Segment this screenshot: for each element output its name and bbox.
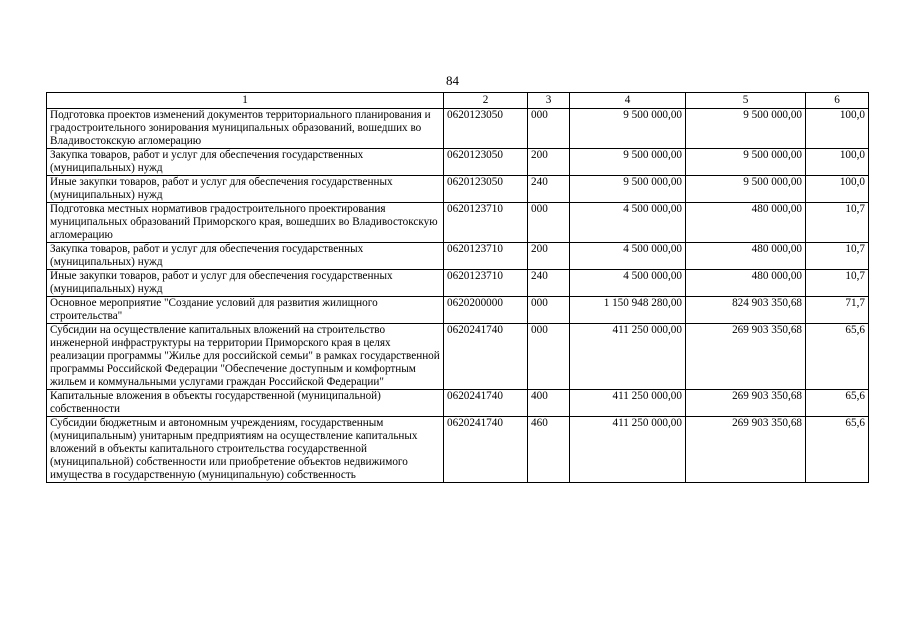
row-group: 000: [528, 203, 570, 243]
row-group: 460: [528, 417, 570, 483]
column-header-3: 3: [528, 93, 570, 109]
row-percent: 10,7: [806, 203, 869, 243]
row-group: 240: [528, 176, 570, 203]
row-name: Основное мероприятие "Создание условий для развития жилищного строительства": [47, 297, 444, 324]
page-number: 84: [446, 73, 459, 88]
column-header-5: 5: [686, 93, 806, 109]
column-header-6: 6: [806, 93, 869, 109]
table-row: [47, 417, 869, 483]
row-name: Капитальные вложения в объекты государственной (муниципальной) собственности: [47, 390, 444, 417]
row-code: 0620123050: [444, 176, 528, 203]
row-name: Субсидии на осуществление капитальных вложений на строительство инженерной инфраструктуры на территории Приморского края в целях реализации программы "Жилье для российской семьи" в рамках государственной программы Российской Федерации "Обеспечение доступным и комфортным жильем и коммунальными услугами граждан Российской Федерации": [47, 324, 444, 390]
row-code: 0620123050: [444, 149, 528, 176]
row-fact: 9 500 000,00: [686, 109, 806, 149]
table-row: [47, 297, 869, 324]
column-header-1: 1: [47, 93, 444, 109]
row-plan: 4 500 000,00: [570, 270, 686, 297]
row-percent: 100,0: [806, 109, 869, 149]
row-group: 200: [528, 243, 570, 270]
row-group: 200: [528, 149, 570, 176]
row-group: 400: [528, 390, 570, 417]
row-code: 0620123050: [444, 109, 528, 149]
row-fact: 480 000,00: [686, 243, 806, 270]
table-row: [47, 203, 869, 243]
row-name: Иные закупки товаров, работ и услуг для обеспечения государственных (муниципальных) нужд: [47, 176, 444, 203]
row-code: 0620200000: [444, 297, 528, 324]
row-code: 0620123710: [444, 270, 528, 297]
column-header-2: 2: [444, 93, 528, 109]
row-fact: 824 903 350,68: [686, 297, 806, 324]
row-percent: 65,6: [806, 324, 869, 390]
row-name: Закупка товаров, работ и услуг для обеспечения государственных (муниципальных) нужд: [47, 149, 444, 176]
table-row: [47, 176, 869, 203]
table-header-row: [47, 93, 869, 109]
row-code: 0620241740: [444, 324, 528, 390]
row-plan: 9 500 000,00: [570, 109, 686, 149]
row-name: Закупка товаров, работ и услуг для обеспечения государственных (муниципальных) нужд: [47, 243, 444, 270]
row-fact: 480 000,00: [686, 270, 806, 297]
row-code: 0620241740: [444, 390, 528, 417]
row-percent: 10,7: [806, 243, 869, 270]
row-name: Субсидии бюджетным и автономным учреждениям, государственным (муниципальным) унитарным предприятиям на осуществление капитальных вложений в объекты капитального строительства государственной (муниципальной) собственности или приобретение объектов недвижимого имущества в государственную (муниципальную) собственность: [47, 417, 444, 483]
row-fact: 9 500 000,00: [686, 176, 806, 203]
row-group: 000: [528, 324, 570, 390]
row-fact: 480 000,00: [686, 203, 806, 243]
row-fact: 269 903 350,68: [686, 324, 806, 390]
table-row: [47, 324, 869, 390]
row-plan: 411 250 000,00: [570, 417, 686, 483]
row-name: Подготовка проектов изменений документов территориального планирования и градостроительного зонирования муниципальных образований, вошедших во Владивостокскую агломерацию: [47, 109, 444, 149]
row-plan: 9 500 000,00: [570, 149, 686, 176]
row-percent: 65,6: [806, 417, 869, 483]
row-plan: 4 500 000,00: [570, 203, 686, 243]
row-percent: 10,7: [806, 270, 869, 297]
row-fact: 269 903 350,68: [686, 390, 806, 417]
row-code: 0620241740: [444, 417, 528, 483]
row-percent: 71,7: [806, 297, 869, 324]
row-code: 0620123710: [444, 243, 528, 270]
table-row: [47, 149, 869, 176]
row-name: Подготовка местных нормативов градостроительного проектирования муниципальных образований Приморского края, вошедших во Владивостокскую агломерацию: [47, 203, 444, 243]
table-row: [47, 109, 869, 149]
row-group: 240: [528, 270, 570, 297]
table-row: [47, 243, 869, 270]
table-row: [47, 270, 869, 297]
row-percent: 100,0: [806, 149, 869, 176]
row-plan: 411 250 000,00: [570, 390, 686, 417]
row-group: 000: [528, 297, 570, 324]
row-plan: 1 150 948 280,00: [570, 297, 686, 324]
budget-table: [46, 92, 869, 483]
column-header-4: 4: [570, 93, 686, 109]
row-group: 000: [528, 109, 570, 149]
row-plan: 9 500 000,00: [570, 176, 686, 203]
row-fact: 9 500 000,00: [686, 149, 806, 176]
row-percent: 65,6: [806, 390, 869, 417]
row-plan: 4 500 000,00: [570, 243, 686, 270]
row-percent: 100,0: [806, 176, 869, 203]
row-name: Иные закупки товаров, работ и услуг для обеспечения государственных (муниципальных) нужд: [47, 270, 444, 297]
row-fact: 269 903 350,68: [686, 417, 806, 483]
table-row: [47, 390, 869, 417]
row-code: 0620123710: [444, 203, 528, 243]
row-plan: 411 250 000,00: [570, 324, 686, 390]
